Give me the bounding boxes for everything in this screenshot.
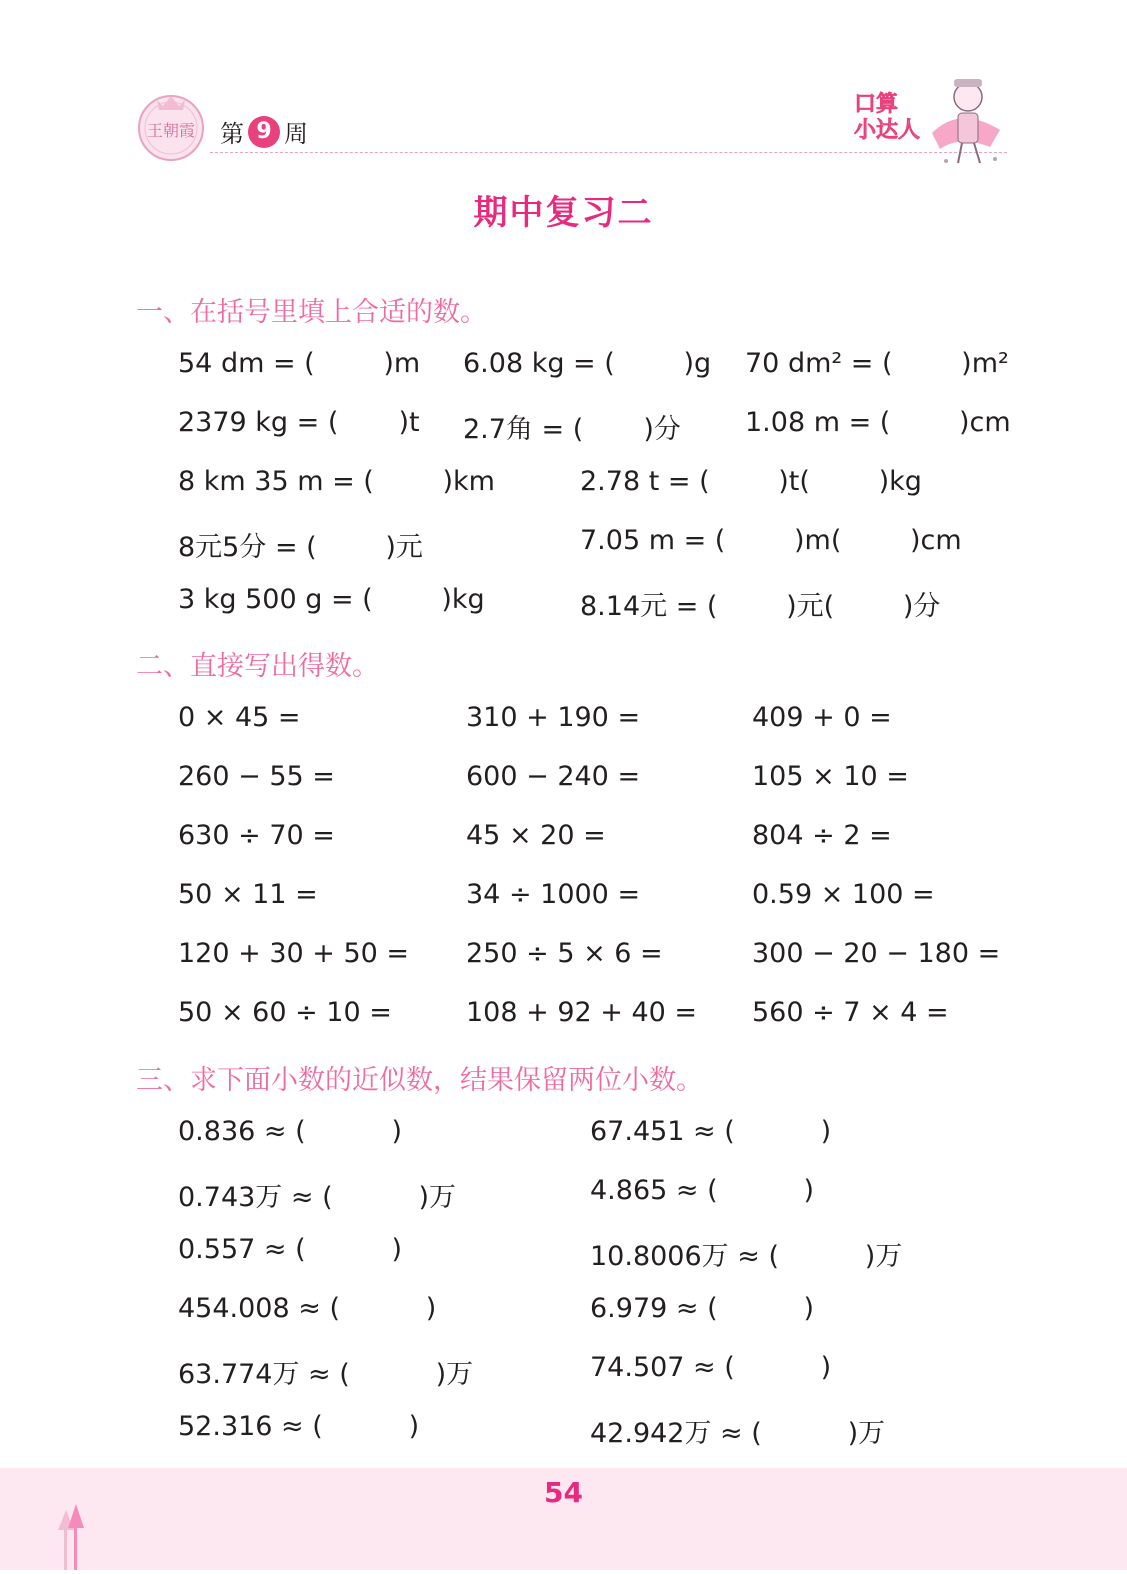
exercise-item: 10.8006万 ≈ ( )万 bbox=[590, 1241, 903, 1272]
exercise-item: 600 − 240 = bbox=[466, 761, 641, 792]
exercise-item: 70 dm² = ( )m² bbox=[745, 348, 1009, 379]
brand-mascot-illustration bbox=[850, 75, 1015, 170]
exercise-item: 804 ÷ 2 = bbox=[752, 820, 892, 851]
svg-text:王朝霞: 王朝霞 bbox=[146, 121, 196, 140]
exercise-item: 2379 kg = ( )t bbox=[178, 407, 420, 438]
exercise-item: 6.979 ≈ ( ) bbox=[590, 1293, 814, 1324]
week-label bbox=[220, 114, 308, 149]
exercise-item: 34 ÷ 1000 = bbox=[466, 879, 641, 910]
exercise-item: 54 dm = ( )m bbox=[178, 348, 421, 379]
exercise-item: 560 ÷ 7 × 4 = bbox=[752, 997, 949, 1028]
exercise-item: 120 + 30 + 50 = bbox=[178, 938, 410, 969]
exercise-item: 52.316 ≈ ( ) bbox=[178, 1411, 420, 1442]
exercise-item: 0.836 ≈ ( ) bbox=[178, 1116, 402, 1147]
page-number: 54 bbox=[544, 1476, 583, 1509]
exercise-item: 300 − 20 − 180 = bbox=[752, 938, 1001, 969]
exercise-item: 63.774万 ≈ ( )万 bbox=[178, 1359, 474, 1390]
exercise-item: 0.557 ≈ ( ) bbox=[178, 1234, 402, 1265]
section-1-heading: 一、在括号里填上合适的数。 bbox=[136, 297, 487, 328]
exercise-item: 0.59 × 100 = bbox=[752, 879, 935, 910]
section-2-heading: 二、直接写出得数。 bbox=[136, 651, 379, 682]
exercise-item: 0.743万 ≈ ( )万 bbox=[178, 1182, 456, 1213]
exercise-item: 1.08 m = ( )cm bbox=[745, 407, 1011, 438]
exercise-item: 8元5分 = ( )元 bbox=[178, 532, 423, 563]
exercise-item: 3 kg 500 g = ( )kg bbox=[178, 584, 485, 615]
section-3-heading: 三、求下面小数的近似数，结果保留两位小数。 bbox=[136, 1065, 703, 1096]
exercise-item: 0 × 45 = bbox=[178, 702, 301, 733]
exercise-item: 8 km 35 m = ( )km bbox=[178, 466, 495, 497]
exercise-item: 7.05 m = ( )m( )cm bbox=[580, 525, 962, 556]
exercise-item: 45 × 20 = bbox=[466, 820, 606, 851]
exercise-item: 409 + 0 = bbox=[752, 702, 892, 733]
exercise-item: 6.08 kg = ( )g bbox=[463, 348, 712, 379]
exercise-item: 454.008 ≈ ( ) bbox=[178, 1293, 437, 1324]
exercise-item: 630 ÷ 70 = bbox=[178, 820, 335, 851]
arrow-icon bbox=[52, 1500, 92, 1570]
svg-text:小达人: 小达人 bbox=[854, 118, 921, 143]
exercise-item: 67.451 ≈ ( ) bbox=[590, 1116, 832, 1147]
exercise-item: 42.942万 ≈ ( )万 bbox=[590, 1418, 886, 1449]
exercise-item: 2.7角 = ( )分 bbox=[463, 414, 681, 445]
week-number-badge: 9 bbox=[248, 116, 280, 148]
exercise-item: 4.865 ≈ ( ) bbox=[590, 1175, 814, 1206]
exercise-item: 50 × 60 ÷ 10 = bbox=[178, 997, 392, 1028]
exercise-item: 2.78 t = ( )t( )kg bbox=[580, 466, 922, 497]
exercise-item: 50 × 11 = bbox=[178, 879, 318, 910]
exercise-item: 108 + 92 + 40 = bbox=[466, 997, 698, 1028]
exercise-item: 310 + 190 = bbox=[466, 702, 641, 733]
exercise-item: 74.507 ≈ ( ) bbox=[590, 1352, 832, 1383]
week-suffix: 周 bbox=[284, 120, 308, 148]
exercise-item: 8.14元 = ( )元( )分 bbox=[580, 591, 941, 622]
publisher-logo bbox=[135, 90, 207, 162]
exercise-item: 250 ÷ 5 × 6 = bbox=[466, 938, 663, 969]
exercise-item: 105 × 10 = bbox=[752, 761, 909, 792]
week-prefix: 第 bbox=[220, 120, 244, 148]
page-title: 期中复习二 bbox=[473, 193, 654, 233]
exercise-item: 260 − 55 = bbox=[178, 761, 335, 792]
svg-text:口算: 口算 bbox=[854, 92, 899, 117]
